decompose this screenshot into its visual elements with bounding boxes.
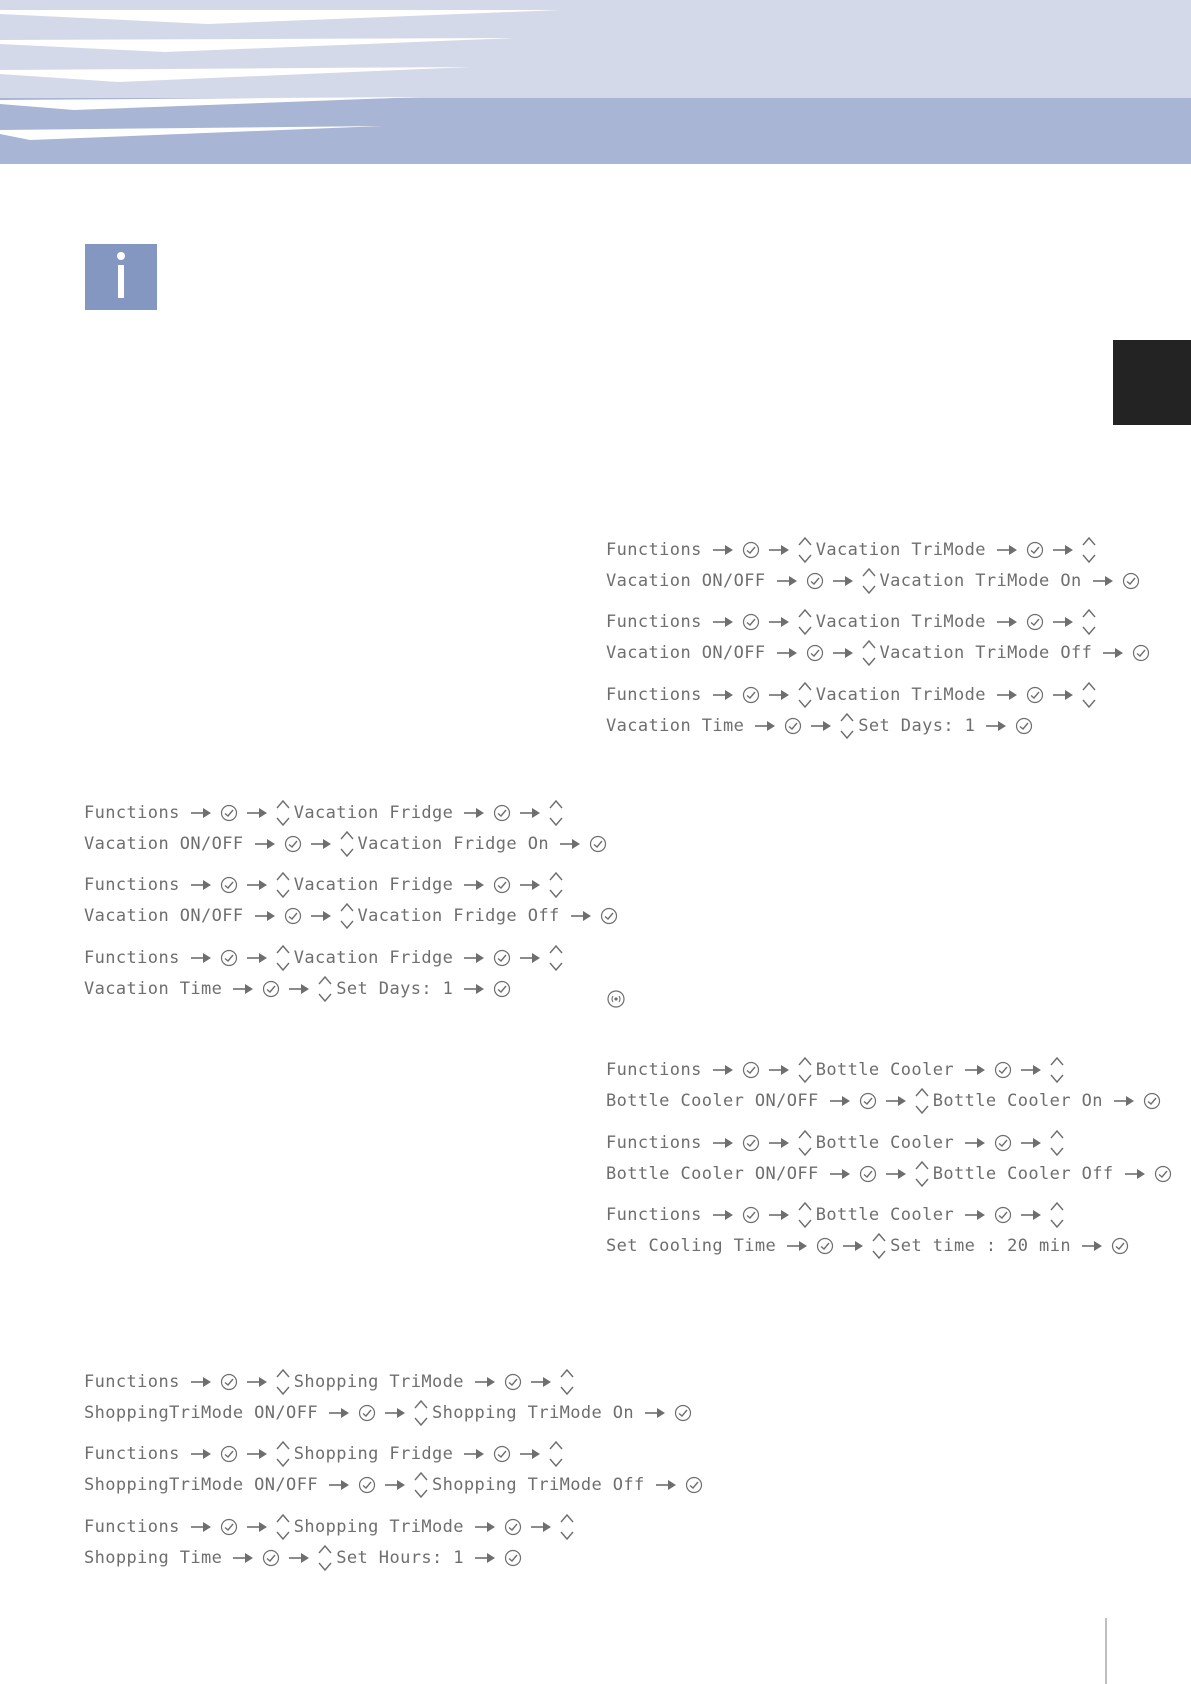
arrow-right-icon [474,1552,496,1564]
arrow-right-icon [1052,616,1074,628]
check-circle-icon [1026,686,1044,704]
check-circle-icon [784,717,802,735]
menu-label-option: Vacation ON/OFF [606,571,766,591]
arrow-right-icon [712,544,734,556]
up-down-chevrons-icon [548,942,564,974]
arrow-right-icon [519,952,541,964]
arrow-right-icon [328,1479,350,1491]
arrow-right-icon [463,983,485,995]
instruction-step-line [84,868,567,902]
arrow-right-icon [519,879,541,891]
check-circle-icon [493,804,511,822]
arrow-right-icon [530,1376,552,1388]
menu-label-option: Set Cooling Time [606,1236,777,1256]
check-circle-icon [589,835,607,853]
check-circle-icon [504,1549,522,1567]
arrow-right-icon [829,1095,851,1107]
wireless-signal-icon [606,990,626,1012]
arrow-right-icon [232,983,254,995]
arrow-right-icon [463,807,485,819]
arrow-right-icon [1124,1168,1146,1180]
arrow-right-icon [190,879,212,891]
menu-label-result: Set Days: 1 [858,716,976,736]
arrow-right-icon [246,1376,268,1388]
menu-label-functions: Functions [606,1060,702,1080]
arrow-right-icon [776,647,798,659]
instruction-step-line [84,1396,696,1430]
menu-label-functions: Functions [606,540,702,560]
check-circle-icon [742,1206,760,1224]
arrow-right-icon [768,689,790,701]
arrow-right-icon [463,879,485,891]
menu-label-result: Set Hours: 1 [336,1548,464,1568]
up-down-chevrons-icon [1081,534,1097,566]
arrow-right-icon [1020,1137,1042,1149]
up-down-chevrons-icon [317,1542,333,1574]
check-circle-icon [1026,613,1044,631]
arrow-right-icon [964,1209,986,1221]
instruction-step-line [84,941,567,975]
arrow-right-icon [885,1168,907,1180]
arrow-right-icon [519,807,541,819]
menu-label-result: Set Days: 1 [336,979,454,999]
arrow-right-icon [463,1448,485,1460]
arrow-right-icon [384,1479,406,1491]
up-down-chevrons-icon [797,679,813,711]
instruction-step-line [606,636,1154,670]
check-circle-icon [504,1373,522,1391]
up-down-chevrons-icon [797,1199,813,1231]
menu-label-functions: Functions [84,1517,180,1537]
arrow-right-icon [1052,544,1074,556]
menu-label-option: Shopping Time [84,1548,223,1568]
instruction-step-line [606,564,1144,598]
instruction-step-line [84,827,611,861]
arrow-right-icon [190,1448,212,1460]
arrow-right-icon [832,575,854,587]
arrow-right-icon [190,952,212,964]
menu-label-option: Vacation Time [84,979,223,999]
menu-label-functions: Functions [84,875,180,895]
menu-label-functions: Functions [84,1372,180,1392]
arrow-right-icon [1020,1209,1042,1221]
check-circle-icon [994,1061,1012,1079]
arrow-right-icon [655,1479,677,1491]
arrow-right-icon [1102,647,1124,659]
instruction-step-line [606,709,1037,743]
check-circle-icon [284,907,302,925]
check-circle-icon [220,804,238,822]
check-circle-icon [674,1404,692,1422]
up-down-chevrons-icon [548,869,564,901]
check-circle-icon [1132,644,1150,662]
check-circle-icon [262,1549,280,1567]
up-down-chevrons-icon [413,1397,429,1429]
check-circle-icon [1026,541,1044,559]
check-circle-icon [262,980,280,998]
check-circle-icon [994,1134,1012,1152]
menu-label-submenu: Shopping TriMode [293,1517,464,1537]
check-circle-icon [806,572,824,590]
menu-label-result: Shopping TriMode Off [431,1475,645,1495]
arrow-right-icon [885,1095,907,1107]
arrow-right-icon [519,1448,541,1460]
check-circle-icon [220,1373,238,1391]
arrow-right-icon [288,1552,310,1564]
arrow-right-icon [712,1064,734,1076]
up-down-chevrons-icon [275,797,291,829]
check-circle-icon [1122,572,1140,590]
check-circle-icon [742,1134,760,1152]
arrow-right-icon [190,807,212,819]
menu-label-option: Vacation ON/OFF [606,643,766,663]
check-circle-icon [358,1404,376,1422]
arrow-right-icon [768,616,790,628]
menu-label-functions: Functions [84,948,180,968]
arrow-right-icon [474,1376,496,1388]
menu-label-option: ShoppingTriMode ON/OFF [84,1475,318,1495]
menu-label-functions: Functions [606,1205,702,1225]
menu-label-submenu: Bottle Cooler [815,1060,954,1080]
menu-label-result: Vacation Fridge Off [357,906,560,926]
menu-label-submenu: Vacation Fridge [293,875,454,895]
arrow-right-icon [996,689,1018,701]
up-down-chevrons-icon [797,1127,813,1159]
up-down-chevrons-icon [413,1469,429,1501]
header-band [0,0,1191,164]
instruction-step-line [606,605,1100,639]
info-box [85,244,157,310]
up-down-chevrons-icon [861,565,877,597]
up-down-chevrons-icon [275,1511,291,1543]
check-circle-icon [1015,717,1033,735]
arrow-right-icon [964,1137,986,1149]
check-circle-icon [220,949,238,967]
instruction-step-line [84,899,622,933]
up-down-chevrons-icon [1081,679,1097,711]
instruction-step-line [84,796,567,830]
up-down-chevrons-icon [559,1366,575,1398]
menu-label-functions: Functions [84,803,180,823]
instruction-step-line [84,1468,707,1502]
menu-label-submenu: Shopping Fridge [293,1444,454,1464]
menu-label-result: Bottle Cooler On [932,1091,1103,1111]
up-down-chevrons-icon [797,1054,813,1086]
arrow-right-icon [832,647,854,659]
arrow-right-icon [754,720,776,732]
up-down-chevrons-icon [275,869,291,901]
up-down-chevrons-icon [914,1085,930,1117]
chapter-tab [1113,340,1191,425]
check-circle-icon [742,613,760,631]
check-circle-icon [742,541,760,559]
up-down-chevrons-icon [914,1158,930,1190]
arrow-right-icon [328,1407,350,1419]
menu-label-functions: Functions [606,1133,702,1153]
instruction-step-line [606,1084,1165,1118]
menu-label-submenu: Vacation TriMode [815,612,986,632]
arrow-right-icon [964,1064,986,1076]
arrow-right-icon [559,838,581,850]
menu-label-option: Vacation ON/OFF [84,906,244,926]
instruction-step-line [84,1510,578,1544]
arrow-right-icon [712,689,734,701]
up-down-chevrons-icon [548,1438,564,1470]
menu-label-option: Vacation ON/OFF [84,834,244,854]
up-down-chevrons-icon [559,1511,575,1543]
arrow-right-icon [768,1064,790,1076]
check-circle-icon [358,1476,376,1494]
up-down-chevrons-icon [1081,606,1097,638]
arrow-right-icon [829,1168,851,1180]
menu-label-result: Shopping TriMode On [431,1403,635,1423]
instruction-step-line [606,1229,1133,1263]
instruction-step-line [84,1437,567,1471]
instruction-step-line [84,972,515,1006]
arrow-right-icon [985,720,1007,732]
menu-label-functions: Functions [606,612,702,632]
arrow-right-icon [288,983,310,995]
instruction-step-line [606,1126,1068,1160]
check-circle-icon [742,686,760,704]
arrow-right-icon [190,1521,212,1533]
menu-label-submenu: Vacation TriMode [815,685,986,705]
arrow-right-icon [530,1521,552,1533]
arrow-right-icon [1052,689,1074,701]
up-down-chevrons-icon [797,606,813,638]
up-down-chevrons-icon [861,637,877,669]
menu-label-result: Set time : 20 min [890,1236,1071,1256]
up-down-chevrons-icon [1049,1054,1065,1086]
menu-label-result: Vacation TriMode Off [879,643,1093,663]
up-down-chevrons-icon [275,1366,291,1398]
up-down-chevrons-icon [548,797,564,829]
arrow-right-icon [474,1521,496,1533]
page-number-rule [1105,1618,1107,1684]
arrow-right-icon [712,616,734,628]
menu-label-result: Vacation TriMode On [879,571,1082,591]
check-circle-icon [220,1518,238,1536]
check-circle-icon [685,1476,703,1494]
check-circle-icon [1111,1237,1129,1255]
menu-label-result: Bottle Cooler Off [932,1164,1114,1184]
arrow-right-icon [712,1209,734,1221]
menu-label-functions: Functions [606,685,702,705]
up-down-chevrons-icon [839,710,855,742]
menu-label-result: Vacation Fridge On [357,834,549,854]
up-down-chevrons-icon [275,942,291,974]
check-circle-icon [859,1165,877,1183]
check-circle-icon [493,876,511,894]
arrow-right-icon [644,1407,666,1419]
instruction-step-line [606,1198,1068,1232]
arrow-right-icon [996,544,1018,556]
arrow-right-icon [1092,575,1114,587]
check-circle-icon [816,1237,834,1255]
up-down-chevrons-icon [339,828,355,860]
arrow-right-icon [246,879,268,891]
menu-label-submenu: Bottle Cooler [815,1133,954,1153]
check-circle-icon [1154,1165,1172,1183]
check-circle-icon [742,1061,760,1079]
instruction-step-line [606,1053,1068,1087]
up-down-chevrons-icon [317,973,333,1005]
arrow-right-icon [246,1521,268,1533]
arrow-right-icon [254,910,276,922]
menu-label-submenu: Shopping TriMode [293,1372,464,1392]
menu-label-submenu: Vacation TriMode [815,540,986,560]
arrow-right-icon [246,952,268,964]
menu-label-functions: Functions [84,1444,180,1464]
check-circle-icon [859,1092,877,1110]
arrow-right-icon [246,1448,268,1460]
arrow-right-icon [842,1240,864,1252]
check-circle-icon [220,876,238,894]
arrow-right-icon [768,544,790,556]
arrow-right-icon [1020,1064,1042,1076]
up-down-chevrons-icon [339,900,355,932]
menu-label-option: Bottle Cooler ON/OFF [606,1164,819,1184]
arrow-right-icon [190,1376,212,1388]
menu-label-submenu: Vacation Fridge [293,803,454,823]
menu-label-option: ShoppingTriMode ON/OFF [84,1403,318,1423]
arrow-right-icon [786,1240,808,1252]
up-down-chevrons-icon [797,534,813,566]
arrow-right-icon [776,575,798,587]
up-down-chevrons-icon [1049,1127,1065,1159]
check-circle-icon [493,949,511,967]
check-circle-icon [994,1206,1012,1224]
arrow-right-icon [246,807,268,819]
arrow-right-icon [1113,1095,1135,1107]
check-circle-icon [600,907,618,925]
arrow-right-icon [1081,1240,1103,1252]
menu-label-submenu: Vacation Fridge [293,948,454,968]
up-down-chevrons-icon [275,1438,291,1470]
arrow-right-icon [768,1209,790,1221]
arrow-right-icon [463,952,485,964]
arrow-right-icon [810,720,832,732]
up-down-chevrons-icon [871,1230,887,1262]
instruction-step-line [84,1541,526,1575]
check-circle-icon [284,835,302,853]
arrow-right-icon [310,838,332,850]
instruction-step-line [606,533,1100,567]
check-circle-icon [493,1445,511,1463]
instruction-step-line [606,1157,1176,1191]
check-circle-icon [493,980,511,998]
menu-label-submenu: Bottle Cooler [815,1205,954,1225]
check-circle-icon [806,644,824,662]
up-down-chevrons-icon [1049,1199,1065,1231]
arrow-right-icon [254,838,276,850]
instruction-step-line [606,678,1100,712]
info-icon [111,250,131,304]
arrow-right-icon [712,1137,734,1149]
arrow-right-icon [996,616,1018,628]
check-circle-icon [504,1518,522,1536]
menu-label-option: Vacation Time [606,716,745,736]
arrow-right-icon [232,1552,254,1564]
check-circle-icon [1143,1092,1161,1110]
arrow-right-icon [310,910,332,922]
menu-label-option: Bottle Cooler ON/OFF [606,1091,819,1111]
check-circle-icon [220,1445,238,1463]
arrow-right-icon [768,1137,790,1149]
arrow-right-icon [570,910,592,922]
arrow-right-icon [384,1407,406,1419]
instruction-step-line [84,1365,578,1399]
